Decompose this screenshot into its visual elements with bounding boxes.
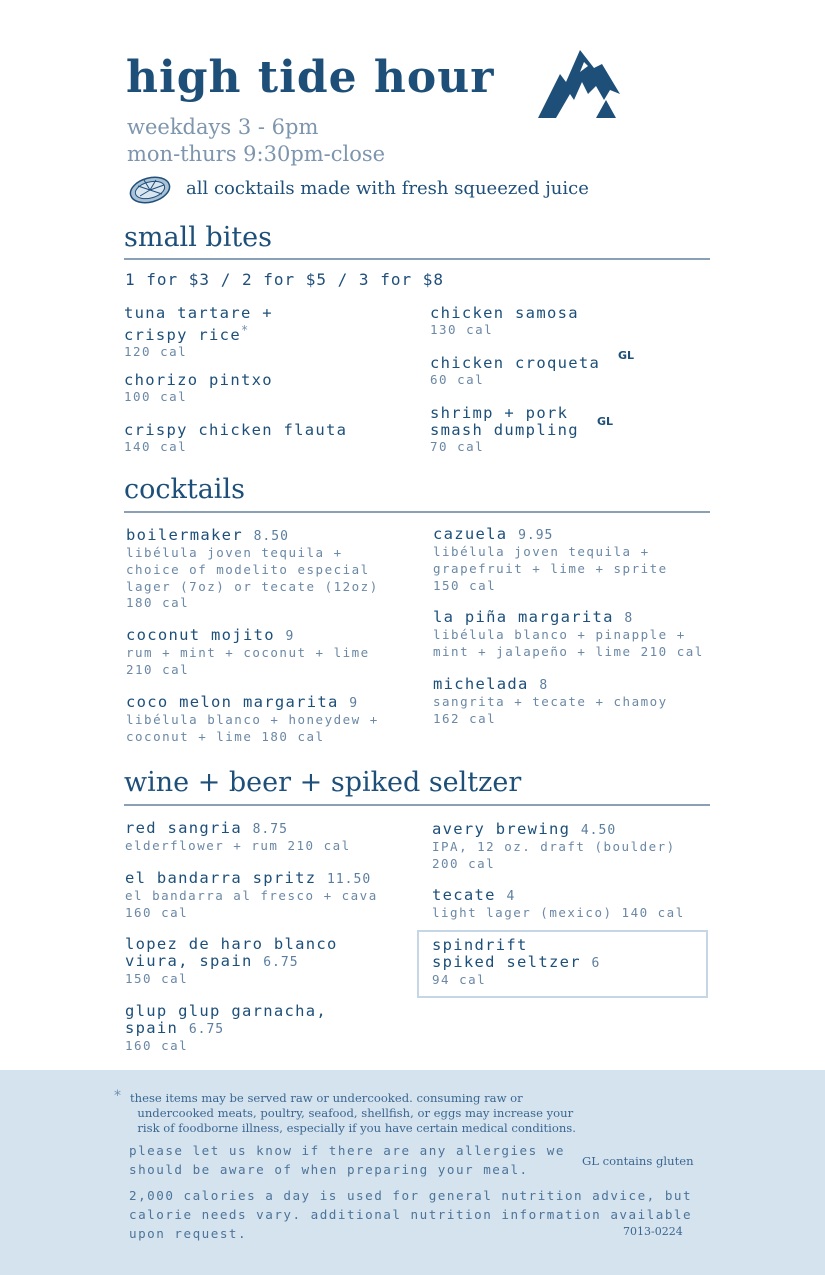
item-price: 6.75 — [188, 1022, 225, 1037]
gluten-marker: GL — [618, 349, 635, 362]
item-description: 94 cal — [432, 972, 487, 987]
divider — [124, 258, 710, 260]
lime-slice-icon — [128, 170, 176, 204]
item-description: 150 cal — [125, 971, 189, 986]
item-name: lopez de haro blanco viura, spain — [125, 935, 338, 970]
item-name: shrimp + pork smash dumpling — [430, 404, 579, 439]
menu-item — [126, 694, 379, 746]
divider — [124, 511, 710, 513]
hours-late: mon-thurs 9:30pm-close — [127, 142, 386, 166]
item-name: spindrift spiked seltzer — [432, 936, 581, 971]
item-name: chorizo pintxo — [124, 371, 273, 389]
item-description: light lager (mexico) 140 cal — [432, 905, 685, 920]
item-name: coconut mojito — [126, 626, 275, 644]
menu-item — [125, 870, 378, 922]
menu-title: high tide hour — [126, 52, 495, 103]
item-description: libélula joven tequila + grapefruit + lime + sprite 150 cal — [433, 544, 668, 593]
raw-marker: * — [240, 323, 250, 337]
section-title-small-bites: small bites — [124, 222, 273, 253]
item-price: 8.75 — [252, 822, 288, 837]
calorie-note: 2,000 calories a day is used for general nutrition advice, but calorie needs vary. additional nutrition information available upon request. — [129, 1188, 693, 1241]
item-price: 8 — [624, 611, 634, 626]
bites-pricing: 1 for $3 / 2 for $5 / 3 for $8 — [125, 270, 444, 289]
item-description: libélula blanco + pinapple + mint + jalapeño + lime 210 cal — [433, 627, 704, 659]
item-price: 6 — [591, 956, 601, 971]
item-name: coco melon margarita — [126, 693, 339, 711]
menu-item — [125, 936, 338, 988]
menu-item — [124, 422, 347, 456]
menu-item — [432, 887, 685, 922]
item-name: boilermaker — [126, 526, 243, 544]
menu-item — [432, 821, 676, 873]
item-name: chicken croqueta — [430, 354, 601, 372]
menu-item — [125, 1003, 327, 1055]
item-name: cazuela — [433, 525, 508, 543]
menu-item — [124, 372, 273, 406]
menu-item — [432, 937, 600, 989]
mountain-icon — [536, 44, 628, 120]
menu-item — [430, 355, 600, 389]
divider — [124, 804, 710, 806]
item-calories: 100 cal — [124, 389, 188, 404]
gluten-legend: GL contains gluten — [582, 1154, 694, 1168]
item-description: IPA, 12 oz. draft (boulder) 200 cal — [432, 839, 676, 871]
item-price: 9 — [349, 696, 359, 711]
item-price: 6.75 — [263, 955, 299, 970]
item-name: tuna tartare + crispy rice — [124, 304, 273, 345]
item-calories: 120 cal — [124, 344, 188, 360]
menu-item — [126, 527, 379, 612]
item-price: 4.50 — [580, 823, 617, 838]
item-name: red sangria — [125, 819, 242, 837]
item-price: 8.50 — [253, 529, 289, 544]
item-name: glup glup garnacha, spain — [125, 1002, 328, 1037]
menu-item — [430, 305, 579, 339]
allergy-note: please let us know if there are any allergies we should be aware of when preparing your meal. — [129, 1143, 565, 1177]
item-price: 9 — [285, 629, 295, 644]
item-description: rum + mint + coconut + lime 210 cal — [126, 645, 370, 677]
item-calories: 140 cal — [124, 439, 188, 454]
item-price: 4 — [506, 889, 516, 904]
item-description: 160 cal — [125, 1038, 189, 1053]
item-calories: 130 cal — [430, 322, 494, 337]
menu-item — [125, 820, 351, 855]
menu-code: 7013-0224 — [623, 1225, 683, 1238]
item-description: libélula joven tequila + choice of modelito especial lager (7oz) or tecate (12oz) 180 cal — [126, 545, 379, 611]
item-description: el bandarra al fresco + cava 160 cal — [125, 888, 378, 920]
item-name: la piña margarita — [433, 608, 614, 626]
item-name: tecate — [432, 886, 496, 904]
item-name: el bandarra spritz — [125, 869, 317, 887]
hours-weekdays: weekdays 3 - 6pm — [127, 115, 319, 139]
menu-item — [433, 609, 704, 661]
item-calories: 60 cal — [430, 372, 485, 387]
item-price: 11.50 — [327, 872, 372, 887]
section-title-drinks: wine + beer + spiked seltzer — [124, 767, 522, 798]
item-name: michelada — [433, 675, 529, 693]
section-title-cocktails: cocktails — [124, 474, 245, 505]
item-description: libélula blanco + honeydew + coconut + lime 180 cal — [126, 712, 379, 744]
item-name: avery brewing — [432, 820, 571, 838]
item-price: 8 — [539, 678, 549, 693]
raw-food-warning: these items may be served raw or undercooked. consuming raw or undercooked meats, poultry, seafood, shellfish, or eggs may increase your risk of foodborne illness, especially if you have certain medical conditions. — [130, 1091, 576, 1135]
menu-item — [433, 526, 668, 594]
menu-item — [124, 305, 273, 361]
item-calories: 70 cal — [430, 439, 485, 454]
item-name: crispy chicken flauta — [124, 421, 348, 439]
asterisk-icon: * — [114, 1088, 121, 1104]
juice-note: all cocktails made with fresh squeezed juice — [186, 178, 589, 199]
item-price: 9.95 — [518, 528, 554, 543]
item-description: sangrita + tecate + chamoy 162 cal — [433, 694, 668, 726]
menu-item — [430, 405, 579, 456]
gluten-marker: GL — [597, 415, 614, 428]
item-description: elderflower + rum 210 cal — [125, 838, 351, 853]
item-name: chicken samosa — [430, 304, 579, 322]
menu-item — [126, 627, 370, 679]
menu-item — [433, 676, 668, 728]
